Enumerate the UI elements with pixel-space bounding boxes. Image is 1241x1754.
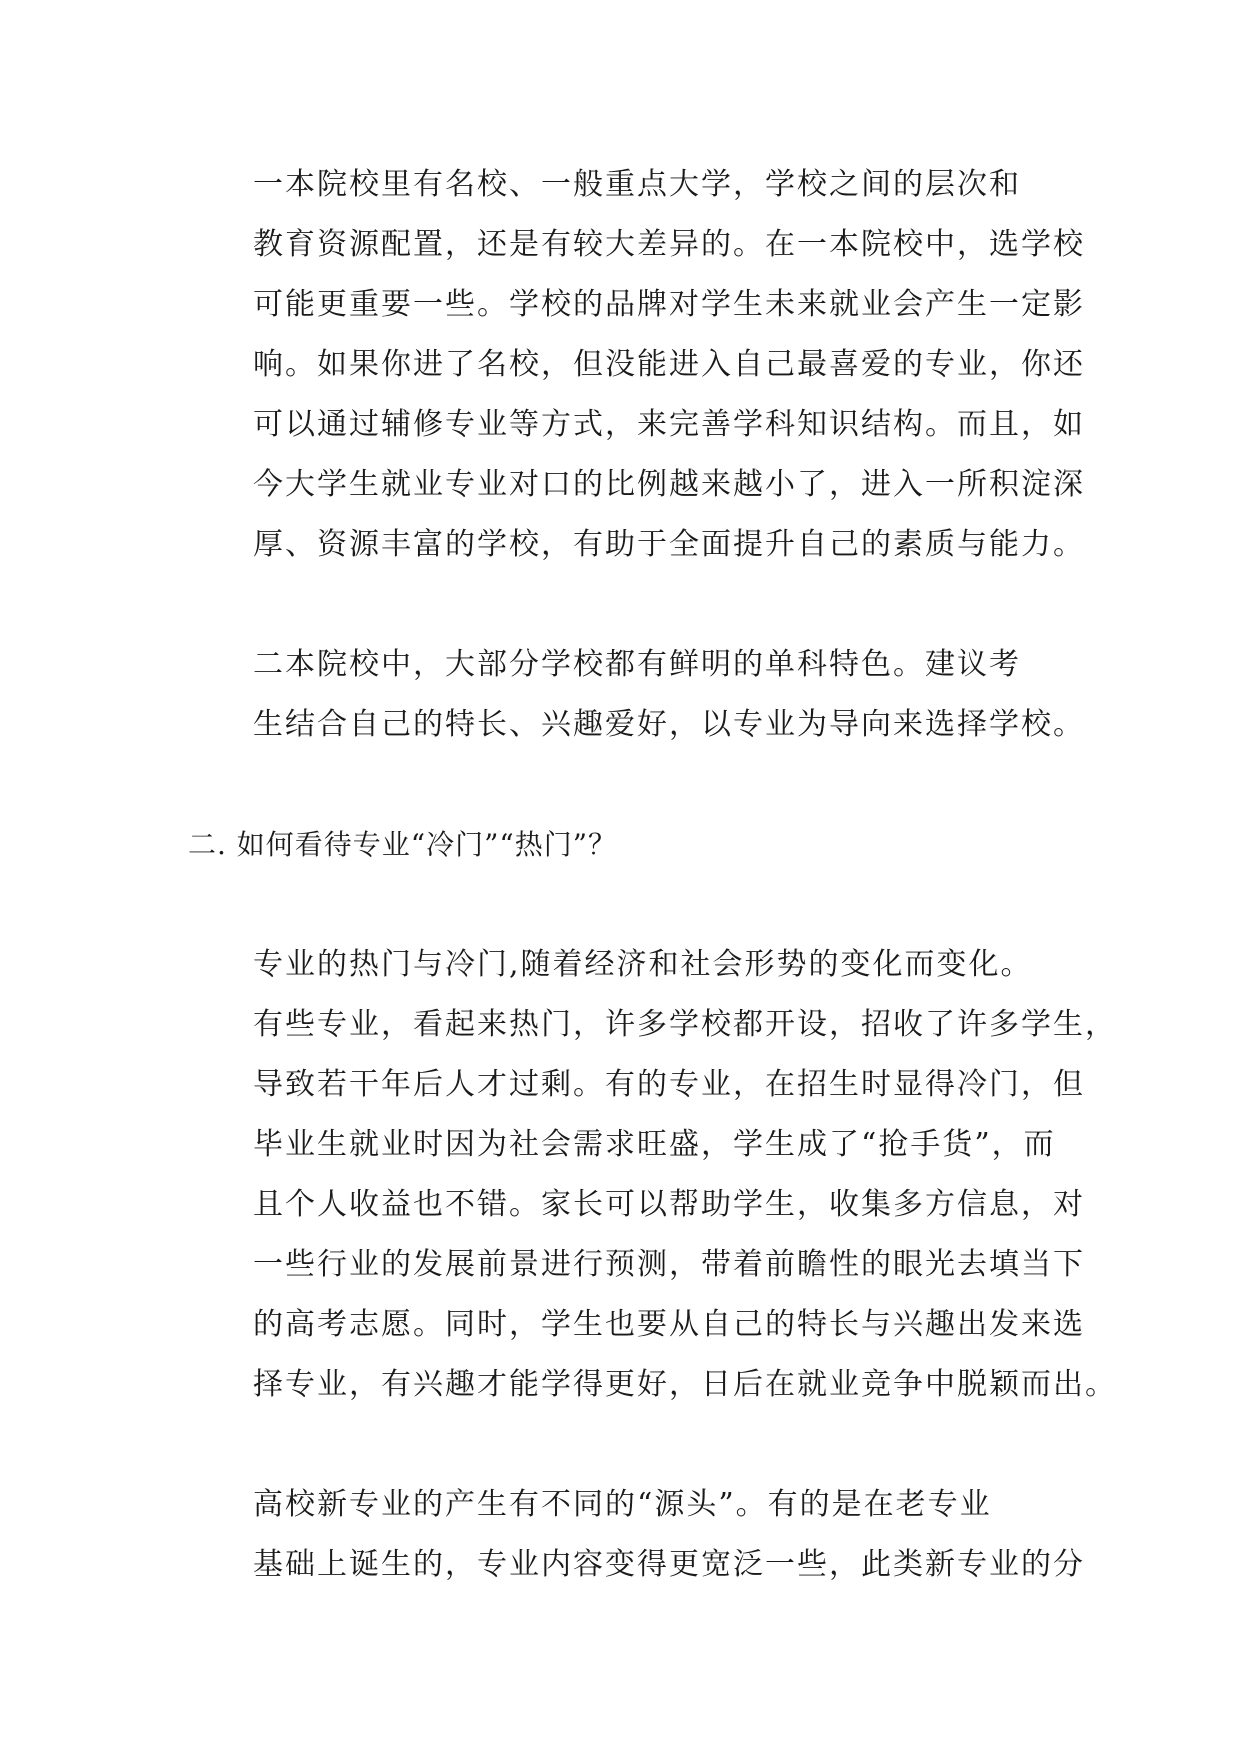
text-line: 响。如果你进了名校，但没能进入自己最喜爱的专业，你还 [253,347,1085,382]
text-line: 高校新专业的产生有不同的“源头”。有的是在老专业 [253,1487,992,1522]
text-line: 且个人收益也不错。家长可以帮助学生，收集多方信息，对 [253,1187,1085,1222]
text-line: 有些专业，看起来热门，许多学校都开设，招收了许多学生， [253,1007,1117,1042]
text-line: 厚、资源丰富的学校，有助于全面提升自己的素质与能力。 [253,527,1085,562]
text-line: 教育资源配置，还是有较大差异的。在一本院校中，选学校 [253,227,1085,262]
document-body [188,155,1117,1655]
paragraph-hot-cold-majors [188,935,1117,1415]
text-line: 今大学生就业专业对口的比例越来越小了，进入一所积淀深 [253,467,1085,502]
text-line: 一本院校里有名校、一般重点大学，学校之间的层次和 [253,167,1021,202]
text-line: 专业的热门与冷门,随着经济和社会形势的变化而变化。 [253,947,1033,982]
text-line: 一些行业的发展前景进行预测，带着前瞻性的眼光去填当下 [253,1247,1085,1282]
section-heading: 二. 如何看待专业“冷门”“热门”？ [188,828,618,861]
text-line: 的高考志愿。同时，学生也要从自己的特长与兴趣出发来选 [253,1307,1085,1342]
text-line: 可能更重要一些。学校的品牌对学生未来就业会产生一定影 [253,287,1085,322]
paragraph-tier-one-schools [188,155,1085,575]
text-line: 导致若干年后人才过剩。有的专业，在招生时显得冷门，但 [253,1067,1085,1102]
text-line: 择专业，有兴趣才能学得更好，日后在就业竞争中脱颖而出。 [253,1367,1117,1402]
text-line: 二本院校中，大部分学校都有鲜明的单科特色。建议考 [253,647,1021,682]
text-line: 基础上诞生的，专业内容变得更宽泛一些，此类新专业的分 [253,1547,1085,1582]
text-line: 毕业生就业时因为社会需求旺盛，学生成了“抢手货”，而 [253,1127,1056,1162]
paragraph-new-majors [188,1475,1085,1595]
text-line: 生结合自己的特长、兴趣爱好，以专业为导向来选择学校。 [253,707,1085,742]
text-line: 可以通过辅修专业等方式，来完善学科知识结构。而且，如 [253,407,1085,442]
paragraph-tier-two-schools [188,635,1085,755]
